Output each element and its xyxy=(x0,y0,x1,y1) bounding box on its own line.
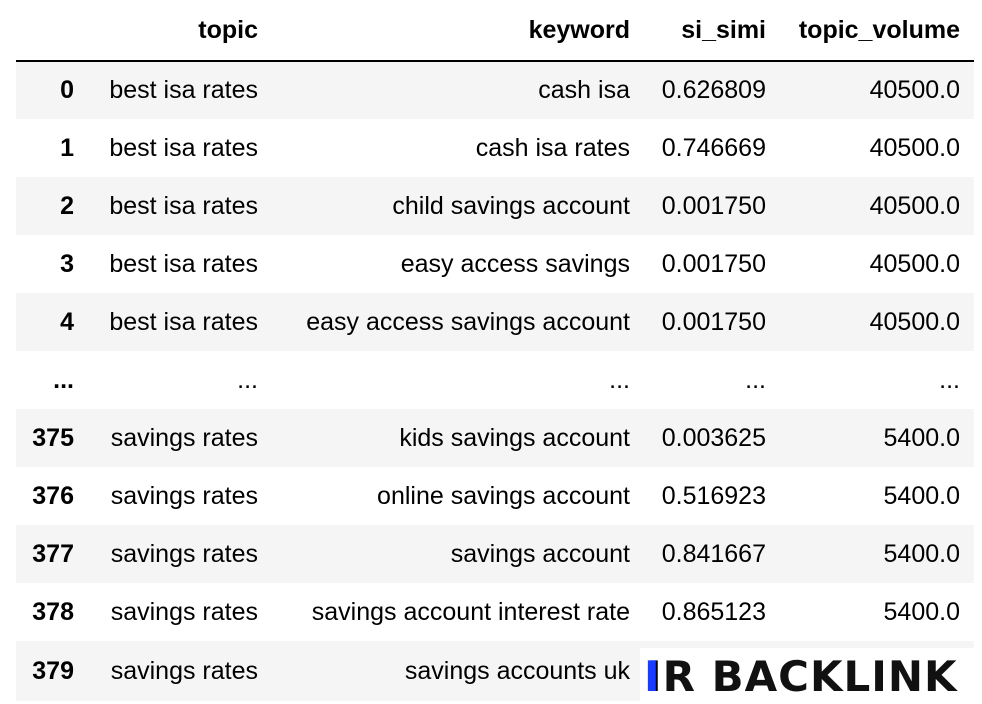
cell-keyword: easy access savings xyxy=(400,249,630,278)
cell-keyword: easy access savings account xyxy=(306,307,630,336)
row-index: 2 xyxy=(60,191,74,220)
row-index: 378 xyxy=(32,597,74,626)
watermark-text: R BACKLINK xyxy=(662,651,958,701)
cell-topic: best isa rates xyxy=(109,307,258,336)
row-index: 1 xyxy=(60,133,74,162)
cell-keyword: child savings account xyxy=(392,191,630,220)
column-header-keyword: keyword xyxy=(272,0,644,61)
table-row xyxy=(16,235,974,293)
cell-topic-volume: 40500.0 xyxy=(869,76,960,104)
cell-si-simi: 0.626809 xyxy=(661,76,766,104)
cell-topic-volume: 5400.0 xyxy=(883,481,960,510)
cell-keyword: cash isa xyxy=(538,76,630,104)
cell-topic: best isa rates xyxy=(109,133,258,162)
cell-topic: savings rates xyxy=(110,423,258,452)
cell-si-simi: 0.516923 xyxy=(661,481,766,510)
cell-topic: best isa rates xyxy=(109,191,258,220)
cell-si-simi: 0.841667 xyxy=(661,539,766,568)
header-row xyxy=(16,0,974,61)
row-index: 379 xyxy=(32,656,74,685)
cell-si-simi: 0.003625 xyxy=(661,423,766,452)
row-index: 375 xyxy=(32,423,74,452)
cell-si-simi: 0.001750 xyxy=(661,249,766,278)
row-index: ... xyxy=(53,365,74,394)
cell-topic: savings rates xyxy=(110,539,258,568)
cell-keyword: savings account interest rate xyxy=(311,597,630,626)
cell-keyword: online savings account xyxy=(377,481,630,510)
table-row xyxy=(16,61,974,119)
row-index: 377 xyxy=(32,539,74,568)
cell-topic: savings rates xyxy=(110,481,258,510)
table-row xyxy=(16,177,974,235)
cell-si-simi: 0.865123 xyxy=(661,597,766,626)
cell-keyword: savings account xyxy=(450,539,630,568)
table-row xyxy=(16,293,974,351)
index-header xyxy=(16,0,88,61)
column-header-topic-volume: topic_volume xyxy=(780,0,974,61)
table-row xyxy=(16,583,974,641)
table-row xyxy=(16,525,974,583)
cell-topic: savings rates xyxy=(110,656,258,685)
row-index: 3 xyxy=(60,249,74,278)
cell-topic-volume: 40500.0 xyxy=(869,133,960,162)
cell-topic: best isa rates xyxy=(109,76,258,104)
cell-topic-volume: 5400.0 xyxy=(883,597,960,626)
cell-topic-volume: ... xyxy=(939,365,960,394)
table-row xyxy=(16,467,974,525)
table-row xyxy=(16,119,974,177)
row-index: 0 xyxy=(60,76,74,104)
table-row xyxy=(16,409,974,467)
watermark-mark: I xyxy=(644,651,661,701)
dataframe-table xyxy=(16,0,974,701)
column-header-si-simi: si_simi xyxy=(644,0,780,61)
cell-si-simi: 0.001750 xyxy=(661,191,766,220)
cell-si-simi: 0.001750 xyxy=(661,307,766,336)
cell-keyword: cash isa rates xyxy=(475,133,630,162)
table-header xyxy=(16,0,974,61)
column-header-topic: topic xyxy=(88,0,272,61)
cell-topic-volume: 40500.0 xyxy=(869,191,960,220)
table-body xyxy=(16,61,974,701)
row-index: 4 xyxy=(60,307,74,336)
cell-topic-volume: 40500.0 xyxy=(869,249,960,278)
cell-si-simi: ... xyxy=(745,365,766,394)
cell-keyword: kids savings account xyxy=(399,423,630,452)
row-index: 376 xyxy=(32,481,74,510)
cell-si-simi: 0.746669 xyxy=(661,133,766,162)
cell-topic: ... xyxy=(237,365,258,394)
ellipsis-row xyxy=(16,351,974,409)
cell-topic-volume: 5400.0 xyxy=(883,423,960,452)
watermark-logo xyxy=(640,648,982,704)
cell-keyword: savings accounts uk xyxy=(404,656,630,685)
cell-topic: savings rates xyxy=(110,597,258,626)
cell-topic-volume: 5400.0 xyxy=(883,539,960,568)
cell-topic: best isa rates xyxy=(109,249,258,278)
cell-topic-volume: 40500.0 xyxy=(869,307,960,336)
cell-keyword: ... xyxy=(609,365,630,394)
